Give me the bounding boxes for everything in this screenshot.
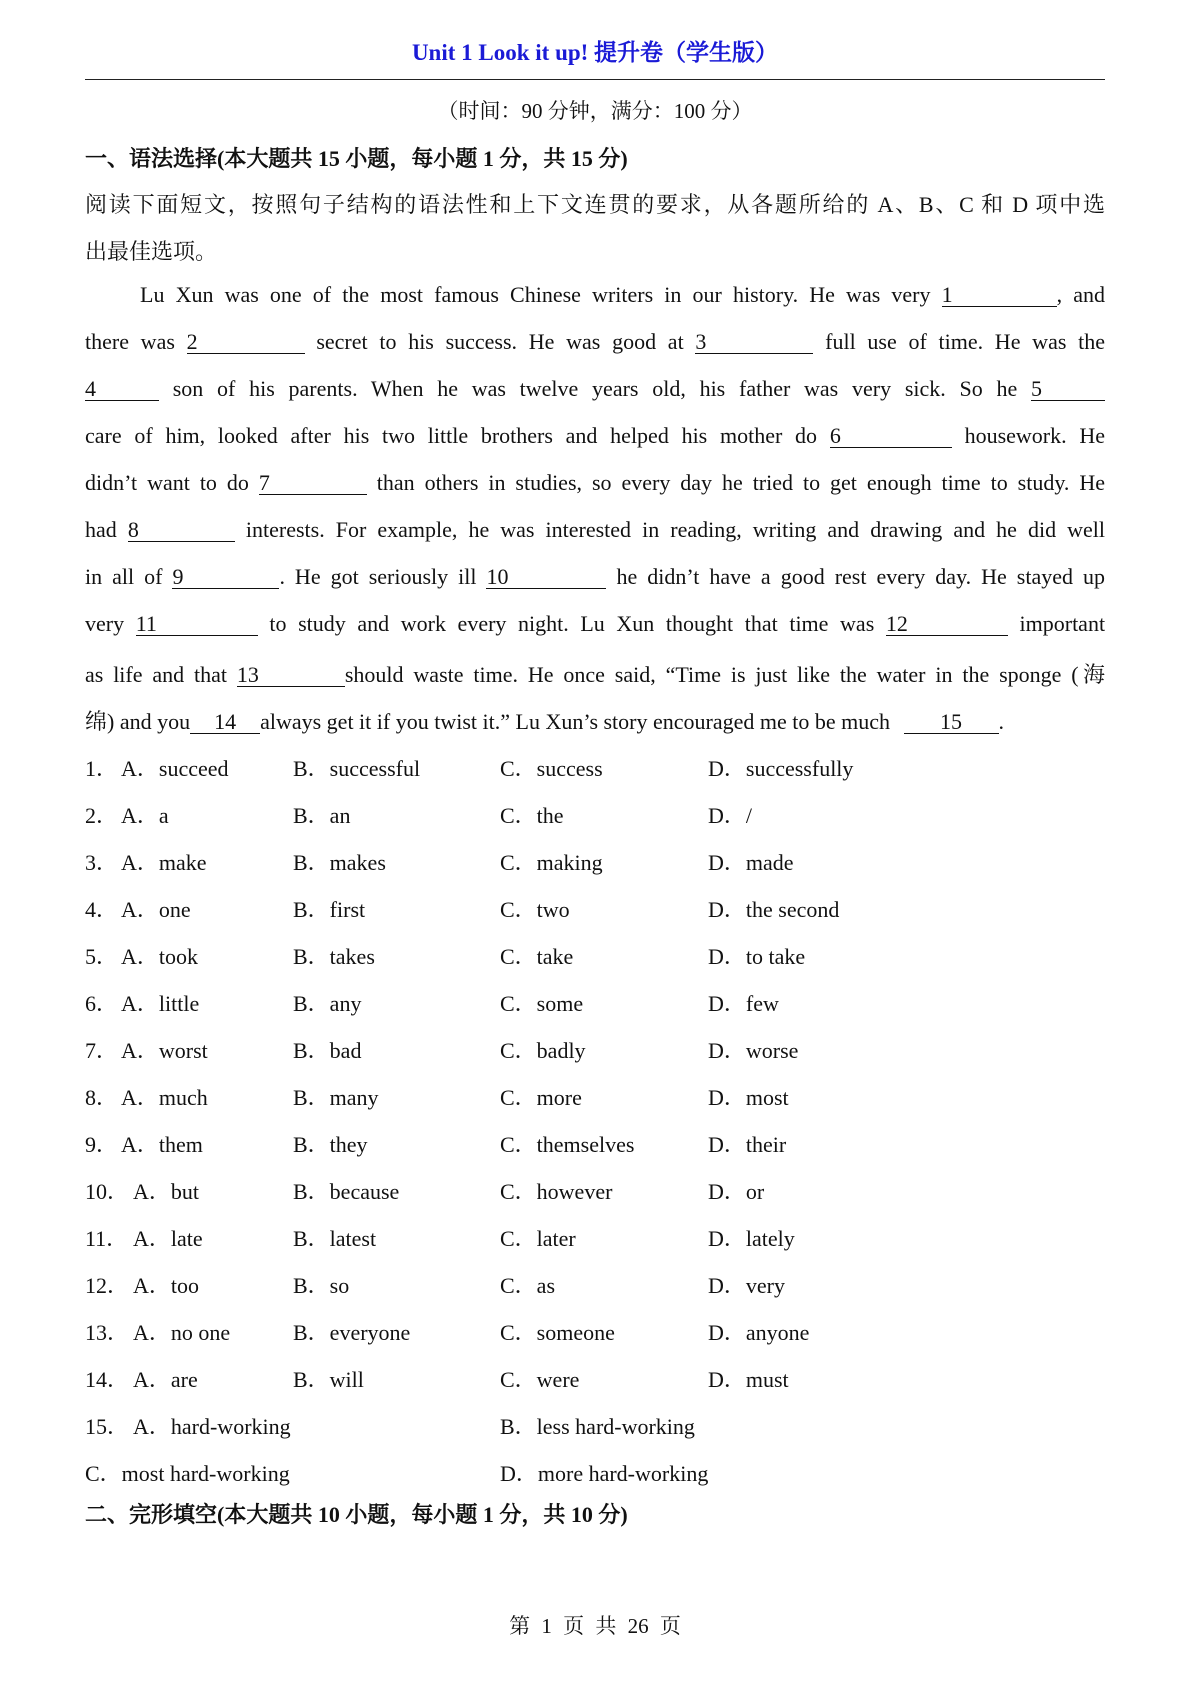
- option-b[interactable]: B．takes: [293, 944, 375, 969]
- passage-text: 绵) and you: [85, 709, 191, 734]
- option-d[interactable]: D．more hard-working: [500, 1461, 709, 1486]
- option-a[interactable]: A．hard-working: [133, 1414, 291, 1439]
- option-a[interactable]: A．late: [133, 1226, 203, 1251]
- passage-line: [85, 658, 1105, 689]
- question-number: 10．: [85, 1179, 130, 1204]
- document-title: Unit 1 Look it up! 提升卷（学生版）: [411, 40, 779, 65]
- option-c[interactable]: C．as: [500, 1273, 556, 1298]
- passage-text: care of him, looked after his two little brothers and helped his mother do: [85, 423, 818, 448]
- blank-13: 13: [237, 663, 345, 687]
- option-a[interactable]: A．make: [121, 850, 207, 875]
- option-d[interactable]: D．the second: [708, 897, 840, 922]
- option-b[interactable]: B．so: [293, 1273, 350, 1298]
- option-c[interactable]: C．someone: [500, 1320, 615, 1345]
- option-a[interactable]: A．no one: [133, 1320, 231, 1345]
- question-number: 14．: [85, 1367, 130, 1392]
- option-c[interactable]: C．two: [500, 897, 570, 922]
- passage-text: than others in studies, so every day he tried to get enough time to study. He: [376, 470, 1106, 495]
- option-b[interactable]: B．because: [293, 1179, 400, 1204]
- option-b[interactable]: B．less hard-working: [500, 1414, 695, 1439]
- blank-5: 5: [1031, 377, 1105, 401]
- option-d[interactable]: D．very: [708, 1273, 785, 1298]
- blank-3: 3: [695, 330, 813, 354]
- option-d[interactable]: D．lately: [708, 1226, 795, 1251]
- question-number: 3．: [85, 850, 119, 875]
- option-a[interactable]: A．succeed: [121, 756, 229, 781]
- option-c[interactable]: C．later: [500, 1226, 576, 1251]
- blank-6: 6: [830, 424, 952, 448]
- passage-line: [85, 517, 1105, 543]
- option-b[interactable]: B．successful: [293, 756, 421, 781]
- passage-line: [85, 705, 1105, 736]
- option-c[interactable]: C．more: [500, 1085, 582, 1110]
- option-c[interactable]: C．themselves: [500, 1132, 635, 1157]
- passage-line: [85, 611, 1105, 637]
- option-b[interactable]: B．bad: [293, 1038, 362, 1063]
- option-a[interactable]: A．a: [121, 803, 169, 828]
- passage-line: [85, 564, 1105, 590]
- passage-text: interests. For example, he was interested in reading, writing and drawing and he did well: [245, 517, 1106, 542]
- option-d[interactable]: D．to take: [708, 944, 806, 969]
- passage-text: to study and work every night. Lu Xun thought that time was: [269, 611, 875, 636]
- option-a[interactable]: A．worst: [121, 1038, 208, 1063]
- blank-1: 1: [942, 283, 1057, 307]
- blank-15: 15: [904, 710, 999, 734]
- question-number: 8．: [85, 1085, 119, 1110]
- passage-text: should waste time. He once said, “Time is just like the water in the sponge (海: [344, 662, 1105, 687]
- passage-text: housework. He: [964, 423, 1106, 448]
- option-a[interactable]: A．but: [133, 1179, 200, 1204]
- option-b[interactable]: B．latest: [293, 1226, 377, 1251]
- option-b[interactable]: B．first: [293, 897, 366, 922]
- passage-text: full use of time. He was the: [825, 329, 1105, 354]
- passage-text: , and: [1056, 282, 1105, 307]
- option-a[interactable]: A．much: [121, 1085, 208, 1110]
- section2-heading: 二、完形填空(本大题共 10 小题，每小题 1 分，共 10 分): [85, 1502, 628, 1527]
- passage-text: very: [85, 611, 125, 636]
- option-a[interactable]: A．too: [133, 1273, 200, 1298]
- option-d[interactable]: D．worse: [708, 1038, 799, 1063]
- option-b[interactable]: B．many: [293, 1085, 379, 1110]
- option-b[interactable]: B．everyone: [293, 1320, 411, 1345]
- passage-text: Lu Xun was one of the most famous Chinese writers in our history. He was very: [140, 282, 931, 307]
- passage-text: in all of: [85, 564, 163, 589]
- option-b[interactable]: B．will: [293, 1367, 364, 1392]
- passage-text: there was: [85, 329, 175, 354]
- option-b[interactable]: B．any: [293, 991, 362, 1016]
- option-d[interactable]: D．few: [708, 991, 779, 1016]
- option-c[interactable]: C．some: [500, 991, 584, 1016]
- passage-line: [85, 470, 1105, 496]
- instruction-line: 出最佳选项。: [85, 239, 218, 264]
- passage-line: [85, 423, 1105, 449]
- instruction-line: 阅读下面短文，按照句子结构的语法性和上下文连贯的要求，从各题所给的 A、B、C 和 D 项中选: [85, 192, 1105, 217]
- question-number: 11．: [85, 1226, 129, 1251]
- question-number: 4．: [85, 897, 119, 922]
- option-d[interactable]: D．/: [708, 803, 753, 828]
- blank-4: 4: [85, 377, 159, 401]
- passage-line: [85, 282, 1105, 308]
- option-c[interactable]: C．success: [500, 756, 603, 781]
- option-c[interactable]: C．making: [500, 850, 603, 875]
- option-b[interactable]: B．an: [293, 803, 351, 828]
- question-number: 1．: [85, 756, 119, 781]
- passage-text: .: [998, 709, 1005, 734]
- question-number: 9．: [85, 1132, 119, 1157]
- option-c[interactable]: C．however: [500, 1179, 613, 1204]
- passage-text: didn’t want to do: [85, 470, 249, 495]
- passage-text: son of his parents. When he was twelve years old, his father was very sick. So he: [172, 376, 1018, 401]
- header-divider: [85, 79, 1105, 80]
- option-c[interactable]: C．badly: [500, 1038, 586, 1063]
- section1-heading: 一、语法选择(本大题共 15 小题，每小题 1 分，共 15 分): [85, 146, 628, 171]
- option-d[interactable]: D．made: [708, 850, 794, 875]
- option-d[interactable]: D．anyone: [708, 1320, 810, 1345]
- passage-line: [85, 329, 1105, 355]
- blank-2: 2: [187, 330, 305, 354]
- passage-text: as life and that: [85, 662, 227, 687]
- blank-11: 11: [136, 612, 258, 636]
- passage-text: important: [1019, 611, 1106, 636]
- question-number: 13．: [85, 1320, 130, 1345]
- option-a[interactable]: A．little: [121, 991, 200, 1016]
- option-c[interactable]: C．take: [500, 944, 574, 969]
- blank-9: 9: [172, 565, 279, 589]
- question-number: 6．: [85, 991, 119, 1016]
- question-number: 7．: [85, 1038, 119, 1063]
- question-number: 5．: [85, 944, 119, 969]
- option-d[interactable]: D．most: [708, 1085, 789, 1110]
- option-a[interactable]: A．took: [121, 944, 199, 969]
- blank-10: 10: [486, 565, 606, 589]
- page-footer: 第 1 页 共 26 页: [509, 1614, 681, 1638]
- option-c[interactable]: C．the: [500, 803, 564, 828]
- blank-12: 12: [886, 612, 1008, 636]
- option-d[interactable]: D．or: [708, 1179, 765, 1204]
- question-number: 12．: [85, 1273, 130, 1298]
- passage-text: secret to his success. He was good at: [316, 329, 684, 354]
- passage-text: he didn’t have a good rest every day. He stayed up: [616, 564, 1105, 589]
- option-d[interactable]: D．must: [708, 1367, 789, 1392]
- time-info: （时间：90 分钟，满分：100 分）: [437, 99, 753, 123]
- option-a[interactable]: A．them: [121, 1132, 203, 1157]
- option-a[interactable]: A．one: [121, 897, 191, 922]
- option-d[interactable]: D．successfully: [708, 756, 854, 781]
- blank-7: 7: [259, 471, 367, 495]
- question-number: 2．: [85, 803, 119, 828]
- document-page: [85, 0, 1105, 1682]
- option-c[interactable]: C．most hard-working: [85, 1461, 290, 1486]
- passage-text: had: [85, 517, 117, 542]
- option-a[interactable]: A．are: [133, 1367, 198, 1392]
- option-b[interactable]: B．makes: [293, 850, 386, 875]
- question-number: 15．: [85, 1414, 130, 1439]
- passage-text: . He got seriously ill: [279, 564, 477, 589]
- blank-8: 8: [128, 518, 235, 542]
- passage-line: [85, 376, 1105, 402]
- option-b[interactable]: B．they: [293, 1132, 368, 1157]
- option-c[interactable]: C．were: [500, 1367, 580, 1392]
- passage-text: always get it if you twist it.” Lu Xun’s story encouraged me to be much: [260, 709, 891, 734]
- option-d[interactable]: D．their: [708, 1132, 787, 1157]
- blank-14: 14: [190, 710, 260, 734]
